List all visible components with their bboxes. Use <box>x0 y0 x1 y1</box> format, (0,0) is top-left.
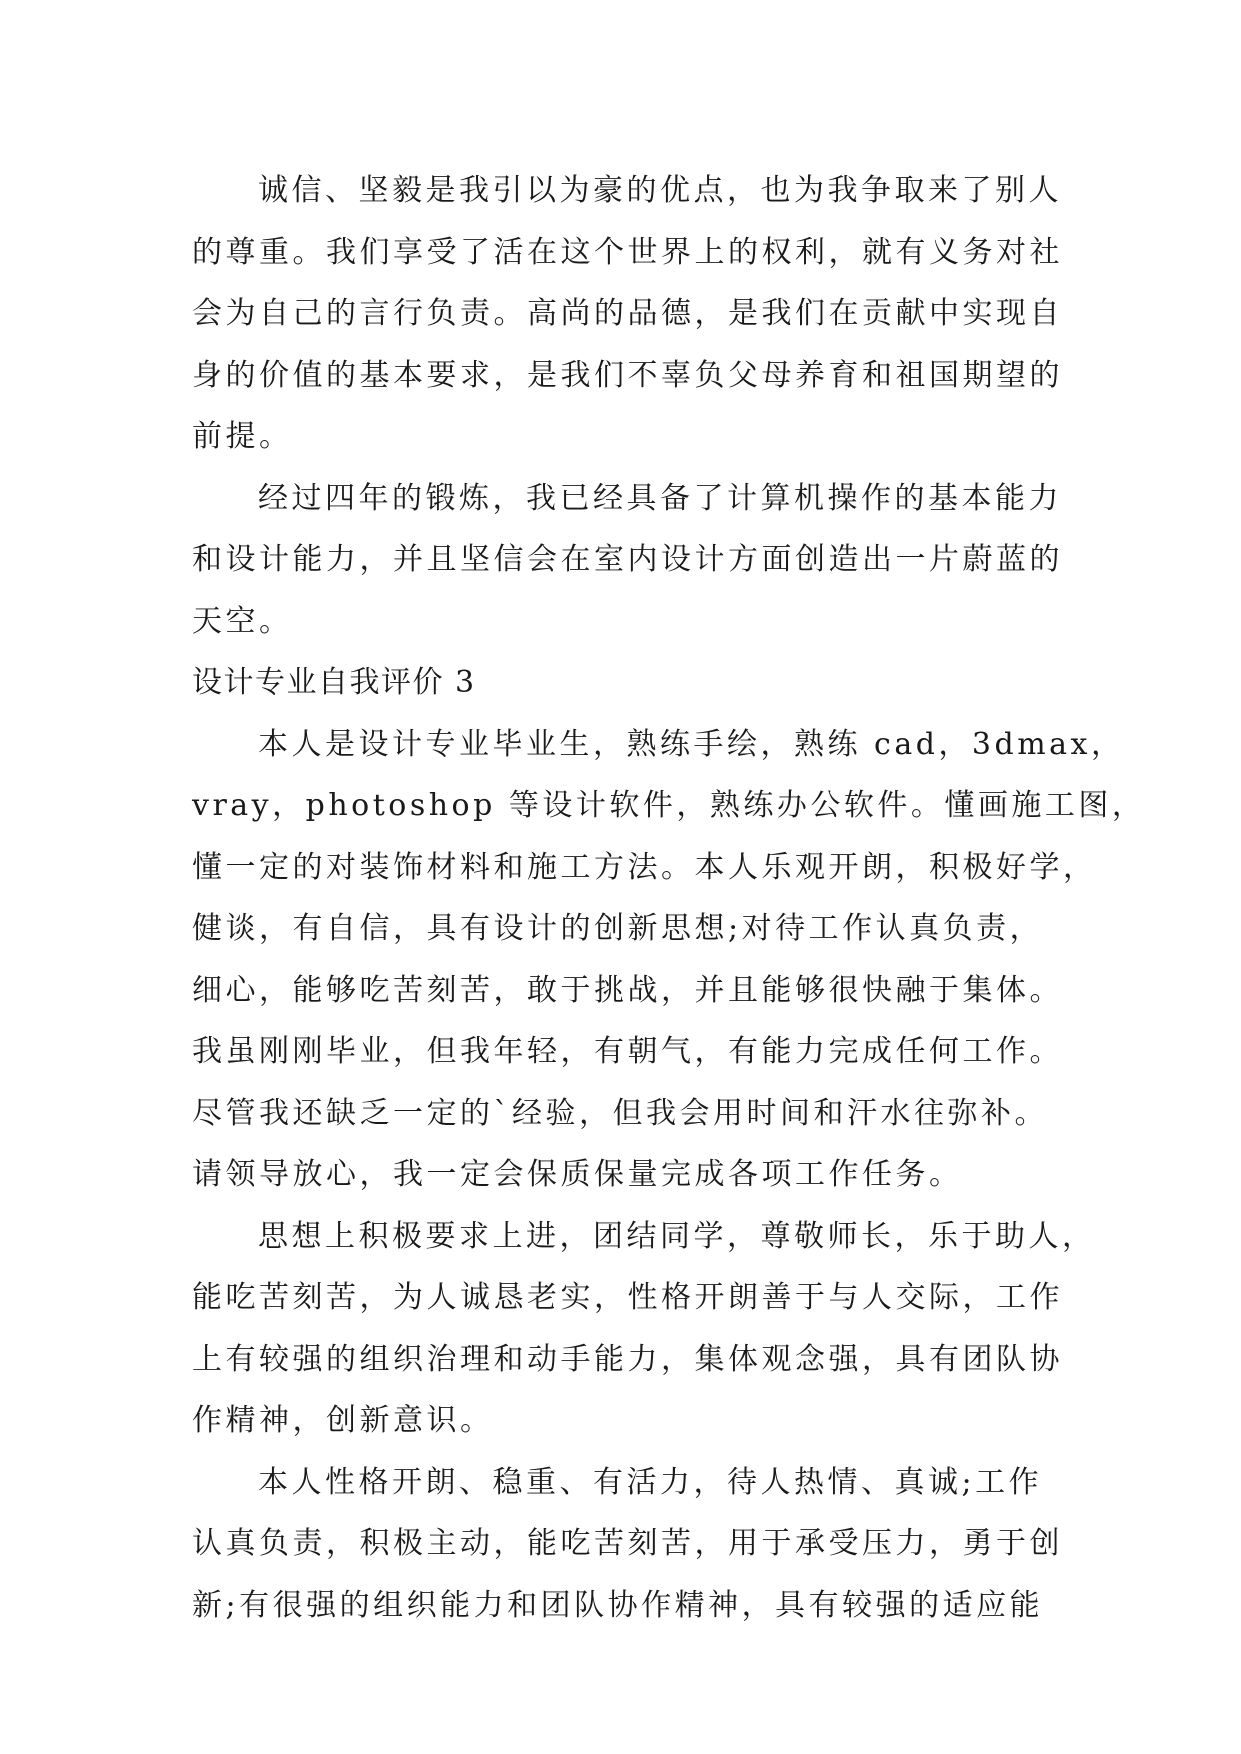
text-line: 作精神，创新意识。 <box>192 1403 494 1438</box>
text-line: 天空。 <box>192 603 293 639</box>
text-line: 细心，能够吃苦刻苦，敢于挑战，并且能够很快融于集体。 <box>192 972 1063 1008</box>
text-line: 懂一定的对装饰材料和施工方法。本人乐观开朗，积极好学， <box>192 849 1097 885</box>
text-line: vray，photoshop 等设计软件，熟练办公软件。懂画施工图， <box>192 788 1146 823</box>
text-line: 前提。 <box>192 419 293 454</box>
text-line: 思想上积极要求上进，团结同学，尊敬师长，乐于助人， <box>258 1218 1096 1254</box>
paragraph-skills <box>192 714 1146 1206</box>
paragraph-attitude <box>192 1206 1096 1452</box>
section-heading: 设计专业自我评价 3 <box>192 665 476 700</box>
text-line: 上有较强的组织治理和动手能力，集体观念强，具有团队协 <box>192 1341 1063 1377</box>
text-line: 诚信、坚毅是我引以为豪的优点，也为我争取来了别人 <box>258 173 1062 208</box>
text-line: 健谈，有自信，具有设计的创新思想;对待工作认真负责， <box>192 911 1044 946</box>
paragraph-integrity <box>192 160 1062 468</box>
text-line: 认真负责，积极主动，能吃苦刻苦，用于承受压力，勇于创 <box>192 1526 1063 1561</box>
text-line: 的尊重。我们享受了活在这个世界上的权利，就有义务对社 <box>192 234 1063 270</box>
document-body <box>192 160 1146 1636</box>
text-line: 新;有很强的组织能力和团队协作精神，具有较强的适应能 <box>192 1587 1044 1623</box>
text-line: 会为自己的言行负责。高尚的品德，是我们在贡献中实现自 <box>192 296 1063 331</box>
paragraph-training <box>192 468 1062 653</box>
text-line: 身的价值的基本要求，是我们不辜负父母养育和祖国期望的 <box>192 357 1063 393</box>
text-line: 能吃苦刻苦，为人诚恳老实，性格开朗善于与人交际，工作 <box>192 1280 1063 1315</box>
text-line: 本人性格开朗、稳重、有活力，待人热情、真诚;工作 <box>258 1464 1043 1500</box>
paragraph-personality <box>192 1452 1062 1637</box>
text-line: 我虽刚刚毕业，但我年轻，有朝气，有能力完成任何工作。 <box>192 1034 1063 1069</box>
text-line: 经过四年的锻炼，我已经具备了计算机操作的基本能力 <box>258 480 1062 516</box>
text-line: 和设计能力，并且坚信会在室内设计方面创造出一片蔚蓝的 <box>192 542 1063 577</box>
text-line: 本人是设计专业毕业生，熟练手绘，熟练 cad，3dmax， <box>258 726 1125 762</box>
text-line: 请领导放心，我一定会保质保量完成各项工作任务。 <box>192 1157 963 1192</box>
text-line: 尽管我还缺乏一定的`经验，但我会用时间和汗水往弥补。 <box>192 1095 1048 1131</box>
